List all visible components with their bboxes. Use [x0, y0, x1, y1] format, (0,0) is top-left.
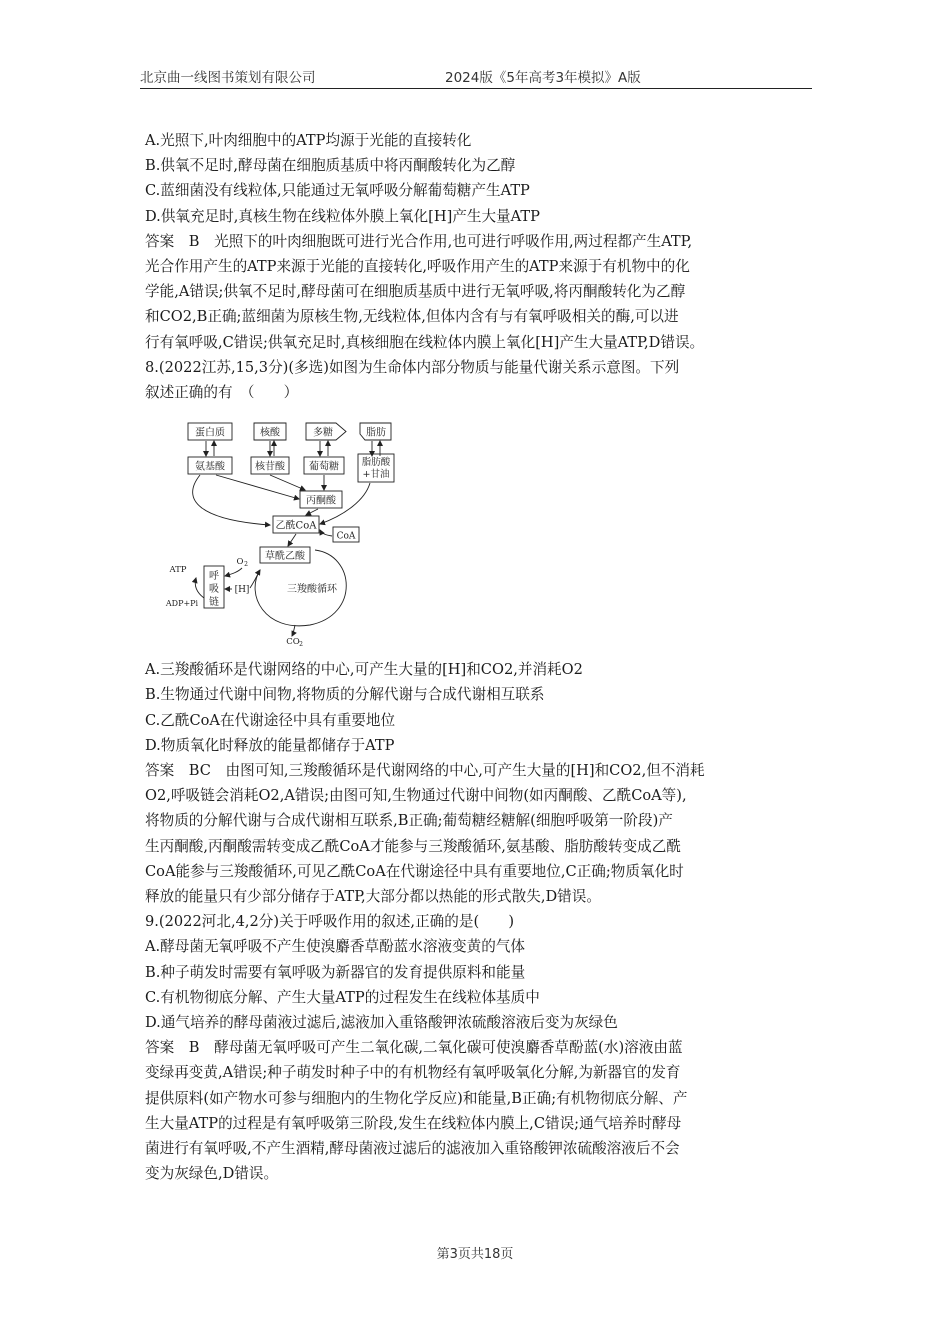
- q9-answer-line: 提供原料(如产物水可参与细胞内的生物化学反应)和能量,B正确;有机物彻底分解、产: [145, 1089, 688, 1107]
- q8-answer-line: 答案 BC 由图可知,三羧酸循环是代谢网络的中心,可产生大量的[H]和CO2,但不消耗: [145, 762, 705, 780]
- pyruvate-label: 丙酮酸: [306, 495, 336, 507]
- glucose-label: 葡萄糖: [309, 461, 339, 473]
- q7-option-b: B.供氧不足时,酵母菌在细胞质基质中将丙酮酸转化为乙醇: [145, 157, 516, 175]
- coa-label: CoA: [336, 531, 356, 542]
- fatty-acid-label: 脂肪酸: [361, 457, 391, 468]
- q7-option-a: A.光照下,叶肉细胞中的ATP均源于光能的直接转化: [145, 132, 472, 149]
- q8-option-d: D.物质氧化时释放的能量都储存于ATP: [145, 736, 395, 754]
- q9-stem: 9.(2022河北,4,2分)关于呼吸作用的叙述,正确的是( ): [145, 913, 515, 931]
- book-title: 2024版《5年高考3年模拟》A版: [445, 70, 641, 86]
- protein-label: 蛋白质: [195, 427, 225, 439]
- q9-answer-line: 变绿再变黄,A错误;种子萌发时种子中的有机物经有氧呼吸氧化分解,为新器官的发育: [145, 1064, 681, 1082]
- amino-acid-label: 氨基酸: [195, 461, 225, 473]
- page-header: [140, 62, 812, 89]
- o2-arrow: [225, 568, 242, 576]
- q7-answer-line: 和CO2,B正确;蓝细菌为原核生物,无线粒体,但体内含有与有氧呼吸相关的酶,可以进: [145, 308, 679, 326]
- co2-sub: 2: [299, 641, 303, 648]
- q9-option-a: A.酵母菌无氧呼吸不产生使溴麝香草酚蓝水溶液变黄的气体: [145, 938, 526, 956]
- q7-answer-line: 学能,A错误;供氧不足时,酵母菌可在细胞质基质中进行无氧呼吸,将丙酮酸转化为乙醇: [145, 283, 686, 301]
- chain-char-1: 呼: [209, 571, 219, 582]
- atp-label: ATP: [169, 565, 187, 575]
- q8-answer-line: 释放的能量只有少部分储存于ATP,大部分都以热能的形式散失,D错误。: [145, 888, 601, 906]
- chain-char-2: 吸: [209, 584, 219, 595]
- fat-label: 脂肪: [366, 427, 386, 439]
- q9-answer-line: 答案 B 酵母菌无氧呼吸可产生二氧化碳,二氧化碳可使溴麝香草酚蓝(水)溶液由蓝: [145, 1039, 683, 1057]
- page-footer: 第3页共18页: [436, 1247, 514, 1262]
- glycerol-label: +甘油: [362, 469, 390, 480]
- q8-answer-line: 生丙酮酸,丙酮酸需转变成乙酰CoA才能参与三羧酸循环,氨基酸、脂肪酸转变成乙酰: [145, 837, 681, 855]
- q8-stem-line: 叙述正确的有 （ ）: [145, 384, 299, 402]
- adp-label: ADP+Pi: [165, 599, 199, 608]
- q8-option-b: B.生物通过代谢中间物,将物质的分解代谢与合成代谢相互联系: [145, 686, 545, 704]
- chain-char-3: 链: [209, 597, 219, 608]
- metabolism-diagram: [160, 420, 391, 648]
- q9-option-d: D.通气培养的酵母菌液过滤后,滤液加入重铬酸钾浓硫酸溶液后变为灰绿色: [145, 1014, 618, 1032]
- q9-answer-line: 菌进行有氧呼吸,不产生酒精,酵母菌液过滤后的滤液加入重铬酸钾浓硫酸溶液后不会: [145, 1140, 680, 1158]
- co2-label: CO: [286, 637, 300, 647]
- tca-cycle-label: 三羧酸循环: [287, 584, 337, 595]
- q9-option-c: C.有机物彻底分解、产生大量ATP的过程发生在线粒体基质中: [145, 988, 540, 1006]
- adp-to-atp-arrow: [195, 578, 204, 598]
- publisher-name: 北京曲一线图书策划有限公司: [140, 70, 316, 86]
- q8-option-c: C.乙酰CoA在代谢途径中具有重要地位: [145, 711, 396, 729]
- co2-arrow: [292, 625, 295, 636]
- amino-to-acetyl: [193, 475, 270, 525]
- q8-answer-line: O2,呼吸链会消耗O2,A错误;由图可知,生物通过代谢中间物(如丙酮酸、乙酰CoA等),: [145, 787, 687, 805]
- o2-label: O: [236, 557, 244, 567]
- q9-answer-line: 生大量ATP的过程是有氧呼吸第三阶段,发生在线粒体内膜上,C错误;通气培养时酵母: [145, 1114, 682, 1132]
- q8-stem-line: 8.(2022江苏,15,3分)(多选)如图为生命体内部分物质与能量代谢关系示意图。下列: [145, 358, 680, 376]
- q7-answer-line: 行有氧呼吸,C错误;供氧充足时,真核细胞在线粒体内膜上氧化[H]产生大量ATP,D错误。: [145, 333, 705, 351]
- pyruvate-to-acetyl: [306, 509, 318, 515]
- nucleotide-to-pyruvate: [270, 475, 305, 490]
- q7-option-d: D.供氧充足时,真核生物在线粒体外膜上氧化[H]产生大量ATP: [145, 207, 540, 225]
- q8-answer-line: 将物质的分解代谢与合成代谢相互联系,B正确;葡萄糖经糖解(细胞呼吸第一阶段)产: [145, 812, 673, 830]
- nucleic-acid-label: 核酸: [260, 427, 280, 439]
- h-label: [H]: [234, 585, 250, 595]
- q8-answer-line: CoA能参与三羧酸循环,可见乙酰CoA在代谢途径中具有重要地位,C正确;物质氧化时: [145, 862, 684, 880]
- q9-answer-line: 变为灰绿色,D错误。: [145, 1165, 279, 1183]
- q7-answer-line: 光合作用产生的ATP来源于光能的直接转化,呼吸作用产生的ATP来源于有机物中的化: [145, 258, 690, 276]
- q7-option-c: C.蓝细菌没有线粒体,只能通过无氧呼吸分解葡萄糖产生ATP: [145, 182, 530, 200]
- q9-option-b: B.种子萌发时需要有氧呼吸为新器官的发育提供原料和能量: [145, 963, 526, 981]
- polysaccharide-label: 多糖: [313, 427, 333, 439]
- acetyl-to-oxalo: [288, 534, 296, 546]
- amino-to-pyruvate: [216, 475, 299, 499]
- coa-arrow: [320, 530, 332, 536]
- page-content: [145, 128, 813, 1187]
- o2-sub: 2: [244, 561, 248, 568]
- oxaloacetate-label: 草酰乙酸: [265, 551, 305, 562]
- nucleotide-label: 核苷酸: [255, 461, 285, 473]
- q8-option-a: A.三羧酸循环是代谢网络的中心,可产生大量的[H]和CO2,并消耗O2: [145, 661, 583, 679]
- acetyl-coa-label: 乙酰CoA: [275, 520, 317, 532]
- q7-answer-line: 答案 B 光照下的叶肉细胞既可进行光合作用,也可进行呼吸作用,两过程都产生ATP,: [145, 232, 693, 250]
